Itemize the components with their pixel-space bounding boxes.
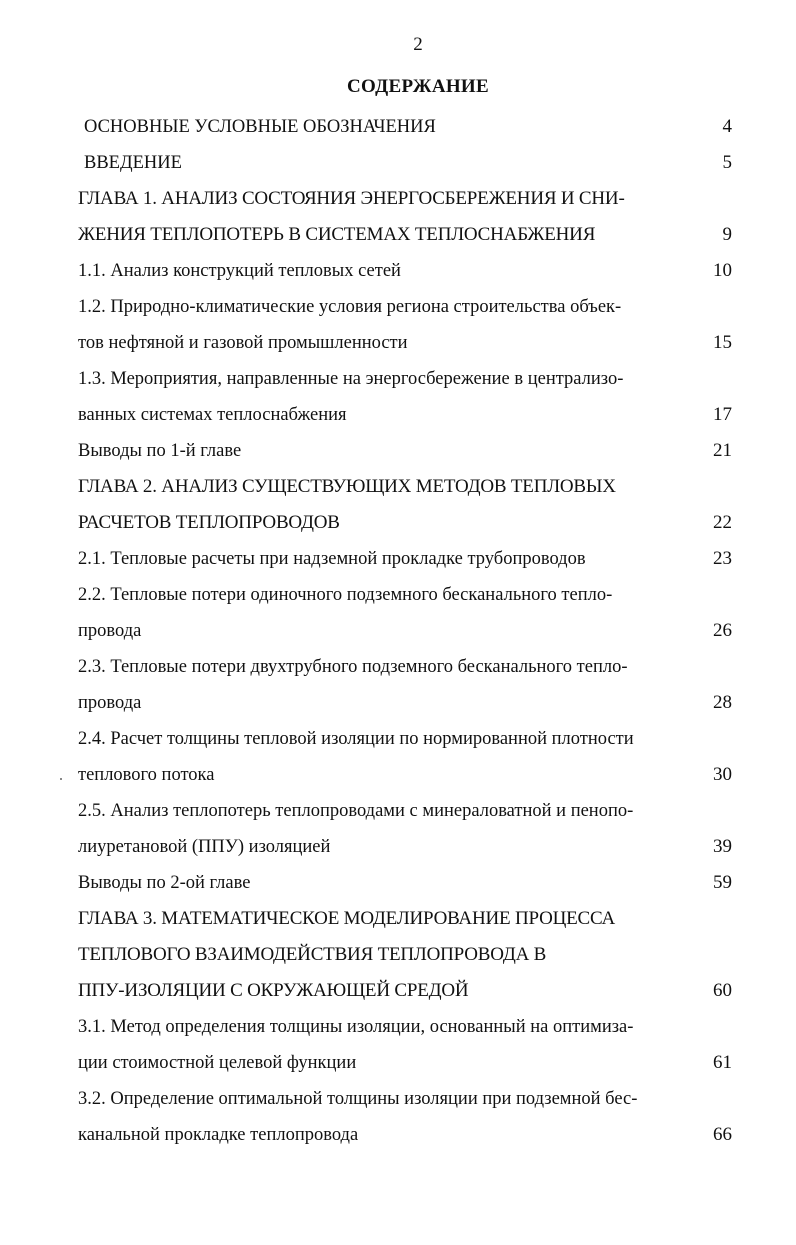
toc-entry-text: 2.1. Тепловые расчеты при надземной прокладке трубопроводов — [78, 549, 586, 569]
toc-entry-page: 9 — [722, 224, 732, 245]
toc-entry-page: 5 — [722, 152, 732, 173]
toc-entry-text: Выводы по 1-й главе — [78, 441, 242, 461]
toc-entry-page: 22 — [713, 512, 732, 533]
toc-entry-text: ЖЕНИЯ ТЕПЛОПОТЕРЬ В СИСТЕМАХ ТЕПЛОСНАБЖЕНИЯ — [78, 224, 596, 245]
toc-entry-text: теплового потока — [78, 765, 215, 785]
toc-entry-text: канальной прокладке теплопровода — [78, 1125, 359, 1145]
toc-entry-text: 3.1. Метод определения толщины изоляции, основанный на оптимиза- — [78, 1017, 634, 1037]
toc-entry-page: 21 — [713, 440, 732, 461]
toc-entry-text: ГЛАВА 3. МАТЕМАТИЧЕСКОЕ МОДЕЛИРОВАНИЕ ПРОЦЕССА — [78, 908, 616, 929]
toc-entry-text: 1.1. Анализ конструкций тепловых сетей — [78, 261, 401, 281]
toc-entry — [78, 253, 732, 289]
toc-entry-page: 26 — [713, 620, 732, 641]
toc-entry — [78, 289, 732, 361]
toc-entry — [78, 577, 732, 649]
toc-entry-text: 1.2. Природно-климатические условия региона строительства объек- — [78, 297, 622, 317]
toc-entry-page: 15 — [713, 332, 732, 353]
toc-entry-page: 10 — [713, 260, 732, 281]
toc-entry-text: провода — [78, 621, 142, 641]
scan-speck — [60, 778, 62, 780]
toc-chapter-heading — [78, 181, 732, 253]
toc-entry — [78, 721, 732, 793]
table-of-contents — [78, 109, 732, 1153]
toc-entry-text: 2.2. Тепловые потери одиночного подземного бесканального тепло- — [78, 585, 613, 605]
toc-entry-page: 30 — [713, 764, 732, 785]
toc-entry-text: ции стоимостной целевой функции — [78, 1053, 357, 1073]
toc-entry-page: 28 — [713, 692, 732, 713]
toc-entry — [78, 649, 732, 721]
toc-entry-text: ОСНОВНЫЕ УСЛОВНЫЕ ОБОЗНАЧЕНИЯ — [84, 117, 436, 137]
toc-entry-text: 2.3. Тепловые потери двухтрубного подземного бесканального тепло- — [78, 657, 628, 677]
toc-chapter-heading — [78, 901, 732, 1009]
toc-entry — [78, 793, 732, 865]
toc-entry-page: 39 — [713, 836, 732, 857]
toc-entry — [78, 541, 732, 577]
toc-entry — [78, 1081, 732, 1153]
toc-entry — [78, 865, 732, 901]
toc-entry-text: ГЛАВА 2. АНАЛИЗ СУЩЕСТВУЮЩИХ МЕТОДОВ ТЕПЛОВЫХ — [78, 476, 616, 497]
toc-entry-text: Выводы по 2-ой главе — [78, 873, 251, 893]
toc-entry — [78, 145, 732, 181]
toc-entry-text: ППУ-ИЗОЛЯЦИИ С ОКРУЖАЮЩЕЙ СРЕДОЙ — [78, 980, 469, 1001]
toc-entry-text: тов нефтяной и газовой промышленности — [78, 333, 408, 353]
toc-entry — [78, 361, 732, 433]
toc-entry-text: ГЛАВА 1. АНАЛИЗ СОСТОЯНИЯ ЭНЕРГОСБЕРЕЖЕНИЯ И СНИ- — [78, 188, 625, 209]
toc-entry-text: РАСЧЕТОВ ТЕПЛОПРОВОДОВ — [78, 512, 340, 533]
toc-entry-text: 2.5. Анализ теплопотерь теплопроводами с минераловатной и пенопо- — [78, 801, 634, 821]
toc-entry-page: 4 — [722, 116, 732, 137]
toc-entry — [78, 109, 732, 145]
toc-entry-text: провода — [78, 693, 142, 713]
toc-entry-text: 3.2. Определение оптимальной толщины изоляции при подземной бес- — [78, 1089, 638, 1109]
toc-entry-text: ТЕПЛОВОГО ВЗАИМОДЕЙСТВИЯ ТЕПЛОПРОВОДА В — [78, 944, 547, 965]
toc-entry-text: ВВЕДЕНИЕ — [84, 153, 182, 173]
toc-title: СОДЕРЖАНИЕ — [347, 76, 489, 97]
toc-entry-page: 61 — [713, 1052, 732, 1073]
toc-entry-page: 60 — [713, 980, 732, 1001]
toc-entry-text: 2.4. Расчет толщины тепловой изоляции по нормированной плотности — [78, 729, 634, 749]
toc-entry-text: ванных системах теплоснабжения — [78, 405, 347, 425]
toc-entry — [78, 1009, 732, 1081]
toc-entry — [78, 433, 732, 469]
toc-entry-page: 66 — [713, 1124, 732, 1145]
toc-chapter-heading — [78, 469, 732, 541]
toc-entry-page: 59 — [713, 872, 732, 893]
page-number: 2 — [413, 34, 423, 55]
toc-entry-text: 1.3. Мероприятия, направленные на энергосбережение в централизо- — [78, 369, 624, 389]
toc-entry-text: лиуретановой (ППУ) изоляцией — [78, 837, 331, 857]
toc-entry-page: 17 — [713, 404, 732, 425]
toc-entry-page: 23 — [713, 548, 732, 569]
